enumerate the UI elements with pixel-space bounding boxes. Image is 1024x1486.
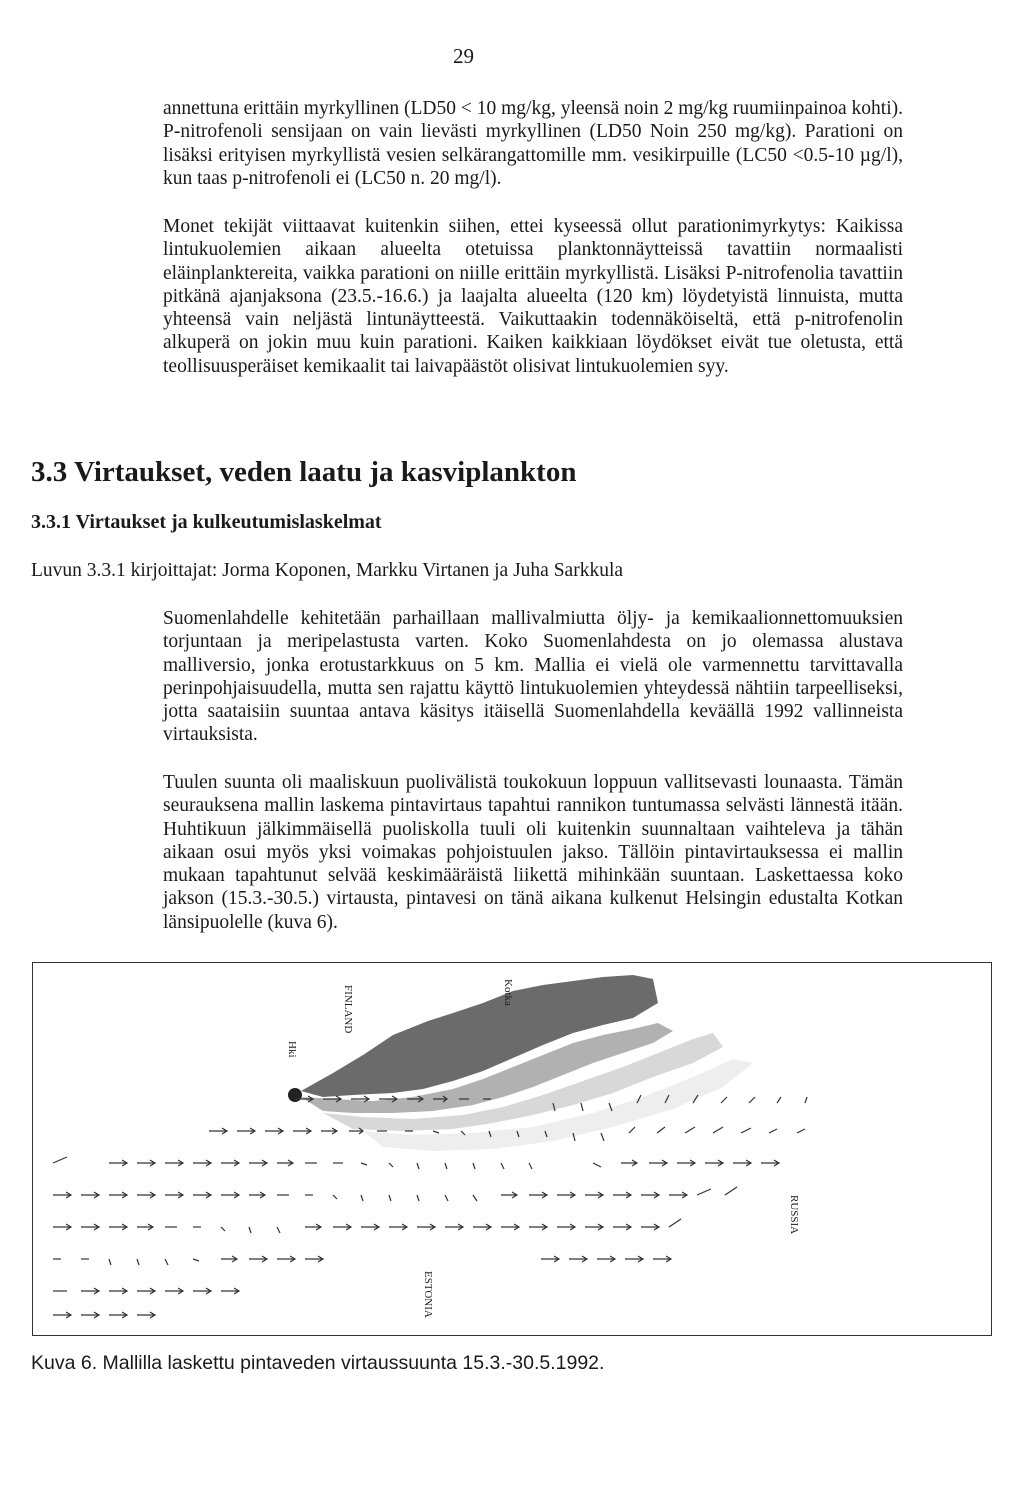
paragraph-parathion: Monet tekijät viittaavat kuitenkin siihen, ettei kyseessä ollut parationimyrkytys: Kaikissa lintukuolemien aikaan alueelta otetuissa planktonnäytteissä tavattiin normaalisti eläinplanktereita, vaikka parationi on niille erittäin myrkyllistä. Lisäksi P-nitrofenolia tavattiin pitkänä ajanjaksona (23.5.-16.6.) ja laajalta alueelta (120 km) löydetyistä linnuista, mutta yhteensä vain neljästä lintunäytteestä. Vaikuttaakin todennäköiseltä, että p-nitrofenolin alkuperä on jokin muu kuin parationi. Kaiken kaikkiaan löydökset eivät tue oletusta, että teollisuusperäiset kemikaalit tai laivapäästöt olisivat lintukuolemien syy. xyxy=(163,216,903,377)
figure-caption: Kuva 6. Mallilla laskettu pintaveden virtaussuunta 15.3.-30.5.1992. xyxy=(31,1352,605,1374)
authors-line: Luvun 3.3.1 kirjoittajat: Jorma Koponen, Markku Virtanen ja Juha Sarkkula xyxy=(31,560,624,581)
estonia-label: ESTONIA xyxy=(422,1271,434,1318)
kotka-label: Kotka xyxy=(502,979,514,1006)
helsinki-marker xyxy=(288,1088,302,1102)
arrow-row xyxy=(53,1157,779,1169)
arrow-row xyxy=(53,1187,737,1201)
current-map xyxy=(33,963,992,1336)
paragraph-wind: Tuulen suunta oli maaliskuun puolivälistä toukokuun loppuun vallitsevasti lounaasta. Tämän seurauksena mallin laskema pintavirtaus tapahtui rannikon tuntumassa selvästi lännestä itään. Huhtikuun jälkimmäisellä puoliskolla tuuli oli kuitenkin suunnaltaan vaihteleva ja tähän aikaan osui myös yksi voimakas pohjoistuulen jakso. Tällöin pintavirtauksessa ei mallin mukaan tapahtunut selvää keskimääräistä liikettä mihinkään suuntaan. Laskettaessa koko jakson (15.3.-30.5.) virtausta, pintavesi on tänä aikana kulkenut Helsingin edustalta Kotkan länsipuolelle (kuva 6). xyxy=(163,772,903,933)
paragraph-toxicity: annettuna erittäin myrkyllinen (LD50 < 10 mg/kg, yleensä noin 2 mg/kg ruumiinpainoa kohti). P-nitrofenoli sensijaan on vain lievästi myrkyllinen (LD50 Noin 250 mg/kg). Parationi on lisäksi erityisen myrkyllistä vesien selkärangattomille mm. vesikirpuille (LC50 <0.5-10 µg/l), kun taas p-nitrofenoli ei (LC50 n. 20 mg/l). xyxy=(163,98,903,189)
russia-label: RUSSIA xyxy=(788,1195,800,1235)
page-number: 29 xyxy=(453,44,474,68)
arrow-row xyxy=(53,1256,671,1265)
arrow-row xyxy=(53,1219,681,1233)
paragraph-model: Suomenlahdelle kehitetään parhaillaan mallivalmiutta öljy- ja kemikaalionnettomuuksien torjuntaan ja meripelastusta varten. Koko Suomenlahdesta on jo olemassa alustava malliversio, jonka erotustarkkuus on 5 km. Mallia ei vielä ole varmennettu tarvittavalla perinpohjaisuudella, mutta sen rajattu käyttö lintukuolemien yhteydessä nähtiin tarpeelliseksi, jotta saataisiin suuntaa antava käsitys itäisellä Suomenlahdella keväällä 1992 vallinneista virtauksista. xyxy=(163,608,903,746)
arrow-row xyxy=(53,1288,239,1294)
subsection-heading: 3.3.1 Virtaukset ja kulkeutumislaskelmat xyxy=(31,511,382,533)
arrow-row xyxy=(53,1312,155,1318)
finland-label: FINLAND xyxy=(342,985,354,1034)
section-heading: 3.3 Virtaukset, veden laatu ja kasviplankton xyxy=(31,456,577,488)
hki-label: Hki xyxy=(286,1041,298,1058)
current-map-figure xyxy=(32,962,992,1336)
